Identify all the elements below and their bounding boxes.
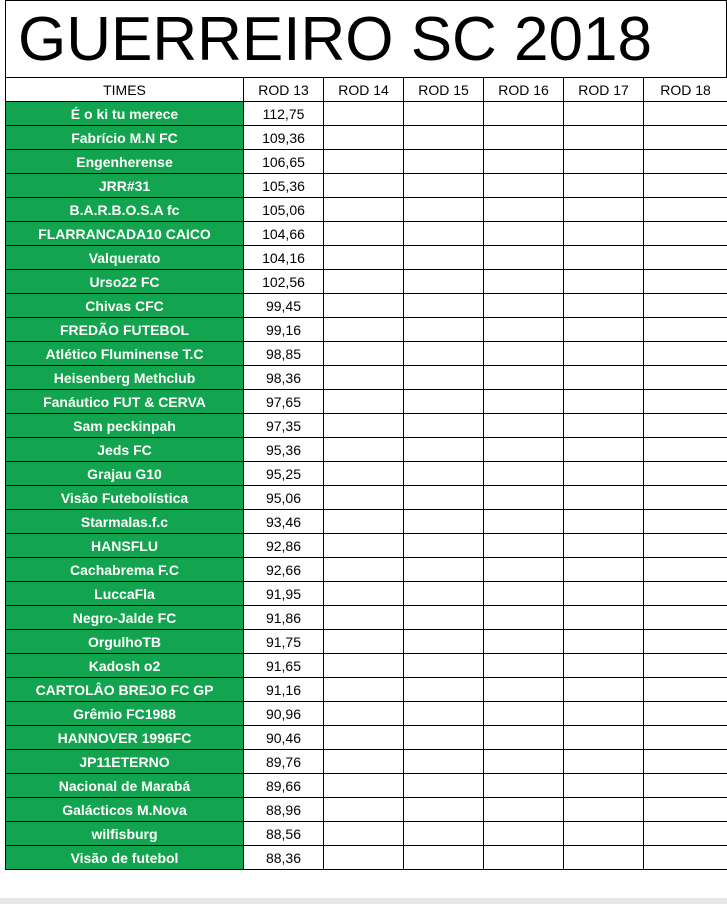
rod16-score-cell[interactable] [484,150,564,174]
rod14-score-cell[interactable] [324,318,404,342]
team-name-cell[interactable]: HANNOVER 1996FC [6,726,244,750]
rod17-score-cell[interactable] [564,534,644,558]
rod13-score-cell[interactable]: 97,35 [244,414,324,438]
table-row [6,726,727,750]
rod18-score-cell[interactable] [644,606,727,630]
rod13-score-cell[interactable]: 89,76 [244,750,324,774]
rod13-score-cell[interactable]: 98,85 [244,342,324,366]
rod14-score-cell[interactable] [324,582,404,606]
team-name-cell[interactable]: HANSFLU [6,534,244,558]
rod14-score-cell[interactable] [324,510,404,534]
rod18-score-cell[interactable] [644,798,727,822]
header-rod18[interactable]: ROD 18 [644,78,727,102]
rod14-score-cell[interactable] [324,846,404,870]
rod17-score-cell[interactable] [564,318,644,342]
rod18-score-cell[interactable] [644,750,727,774]
table-row [6,678,727,702]
team-name-cell[interactable]: Cachabrema F.C [6,558,244,582]
rod18-score-cell[interactable] [644,342,727,366]
header-times[interactable]: TIMES [6,78,244,102]
header-rod13[interactable]: ROD 13 [244,78,324,102]
rod18-score-cell[interactable] [644,390,727,414]
table-row [6,534,727,558]
team-name-cell[interactable]: LuccaFla [6,582,244,606]
rod18-score-cell[interactable] [644,726,727,750]
rod17-score-cell[interactable] [564,726,644,750]
rod18-score-cell[interactable] [644,126,727,150]
rod15-score-cell[interactable] [404,726,484,750]
rod14-score-cell[interactable] [324,534,404,558]
rod15-score-cell[interactable] [404,318,484,342]
rod14-score-cell[interactable] [324,678,404,702]
rod16-score-cell[interactable] [484,654,564,678]
team-name-cell[interactable]: OrgulhoTB [6,630,244,654]
rod13-score-cell[interactable]: 98,36 [244,366,324,390]
rod17-score-cell[interactable] [564,294,644,318]
rod13-score-cell[interactable]: 91,86 [244,606,324,630]
rod15-score-cell[interactable] [404,822,484,846]
team-name-cell[interactable]: FREDÃO FUTEBOL [6,318,244,342]
rod17-score-cell[interactable] [564,414,644,438]
rod15-score-cell[interactable] [404,126,484,150]
rod15-score-cell[interactable] [404,654,484,678]
rod13-score-cell[interactable]: 92,86 [244,534,324,558]
table-row [6,630,727,654]
rod15-score-cell[interactable] [404,414,484,438]
rod15-score-cell[interactable] [404,174,484,198]
header-rod16[interactable]: ROD 16 [484,78,564,102]
rod16-score-cell[interactable] [484,366,564,390]
rod16-score-cell[interactable] [484,558,564,582]
rod17-score-cell[interactable] [564,510,644,534]
rod18-score-cell[interactable] [644,150,727,174]
rod13-score-cell[interactable]: 112,75 [244,102,324,126]
rod18-score-cell[interactable] [644,630,727,654]
rod17-score-cell[interactable] [564,174,644,198]
rod18-score-cell[interactable] [644,294,727,318]
rod13-score-cell[interactable]: 91,16 [244,678,324,702]
team-name-cell[interactable]: Galácticos M.Nova [6,798,244,822]
rod15-score-cell[interactable] [404,198,484,222]
table-row [6,390,727,414]
table-row [6,414,727,438]
rod18-score-cell[interactable] [644,102,727,126]
rod17-score-cell[interactable] [564,270,644,294]
rod15-score-cell[interactable] [404,582,484,606]
table-row [6,342,727,366]
team-name-cell[interactable]: Heisenberg Methclub [6,366,244,390]
rod15-score-cell[interactable] [404,558,484,582]
rod16-score-cell[interactable] [484,270,564,294]
rod14-score-cell[interactable] [324,438,404,462]
rod17-score-cell[interactable] [564,798,644,822]
rod15-score-cell[interactable] [404,462,484,486]
rod13-score-cell[interactable]: 104,16 [244,246,324,270]
rod14-score-cell[interactable] [324,774,404,798]
rod17-score-cell[interactable] [564,462,644,486]
rod16-score-cell[interactable] [484,246,564,270]
rod15-score-cell[interactable] [404,150,484,174]
rod15-score-cell[interactable] [404,606,484,630]
rod16-score-cell[interactable] [484,702,564,726]
rod16-score-cell[interactable] [484,678,564,702]
rod13-score-cell[interactable]: 90,46 [244,726,324,750]
header-rod17[interactable]: ROD 17 [564,78,644,102]
rod18-score-cell[interactable] [644,510,727,534]
table-row [6,222,727,246]
rod13-score-cell[interactable]: 88,96 [244,798,324,822]
rod16-score-cell[interactable] [484,318,564,342]
team-name-cell[interactable]: wilfisburg [6,822,244,846]
rod17-score-cell[interactable] [564,582,644,606]
rod15-score-cell[interactable] [404,678,484,702]
rod15-score-cell[interactable] [404,294,484,318]
rod14-score-cell[interactable] [324,606,404,630]
rod14-score-cell[interactable] [324,630,404,654]
table-row [6,294,727,318]
rod15-score-cell[interactable] [404,246,484,270]
rod18-score-cell[interactable] [644,678,727,702]
rod18-score-cell[interactable] [644,486,727,510]
rod17-score-cell[interactable] [564,606,644,630]
rod17-score-cell[interactable] [564,366,644,390]
rod16-score-cell[interactable] [484,726,564,750]
table-row [6,702,727,726]
team-name-cell[interactable]: Jeds FC [6,438,244,462]
table-row [6,102,727,126]
rod14-score-cell[interactable] [324,798,404,822]
rod18-score-cell[interactable] [644,174,727,198]
rod18-score-cell[interactable] [644,366,727,390]
team-name-cell[interactable]: JRR#31 [6,174,244,198]
rod16-score-cell[interactable] [484,798,564,822]
rod15-score-cell[interactable] [404,702,484,726]
team-name-cell[interactable]: É o ki tu merece [6,102,244,126]
rod14-score-cell[interactable] [324,558,404,582]
team-name-cell[interactable]: Atlético Fluminense T.C [6,342,244,366]
rod17-score-cell[interactable] [564,750,644,774]
team-name-cell[interactable]: Fanáutico FUT & CERVA [6,390,244,414]
rod16-score-cell[interactable] [484,774,564,798]
rod17-score-cell[interactable] [564,342,644,366]
rod15-score-cell[interactable] [404,270,484,294]
rod16-score-cell[interactable] [484,534,564,558]
team-name-cell[interactable]: Engenherense [6,150,244,174]
rod14-score-cell[interactable] [324,750,404,774]
rod17-score-cell[interactable] [564,678,644,702]
rod18-score-cell[interactable] [644,462,727,486]
table-row [6,750,727,774]
table-row [6,774,727,798]
table-row [6,606,727,630]
rod13-score-cell[interactable]: 105,06 [244,198,324,222]
rod18-score-cell[interactable] [644,222,727,246]
rod16-score-cell[interactable] [484,486,564,510]
rod18-score-cell[interactable] [644,822,727,846]
table-row [6,318,727,342]
rod14-score-cell[interactable] [324,174,404,198]
rod18-score-cell[interactable] [644,774,727,798]
rod15-score-cell[interactable] [404,846,484,870]
rod18-score-cell[interactable] [644,534,727,558]
rod16-score-cell[interactable] [484,846,564,870]
rod17-score-cell[interactable] [564,558,644,582]
team-name-cell[interactable]: Nacional de Marabá [6,774,244,798]
rod13-score-cell[interactable]: 99,16 [244,318,324,342]
rod17-score-cell[interactable] [564,438,644,462]
rod18-score-cell[interactable] [644,654,727,678]
team-name-cell[interactable]: FLARRANCADA10 CAICO [6,222,244,246]
rod13-score-cell[interactable]: 91,65 [244,654,324,678]
rod18-score-cell[interactable] [644,702,727,726]
rod16-score-cell[interactable] [484,630,564,654]
rod14-score-cell[interactable] [324,150,404,174]
rod18-score-cell[interactable] [644,198,727,222]
header-rod15[interactable]: ROD 15 [404,78,484,102]
table-row [6,126,727,150]
table-row [6,462,727,486]
rod17-score-cell[interactable] [564,654,644,678]
rod16-score-cell[interactable] [484,294,564,318]
rod13-score-cell[interactable]: 109,36 [244,126,324,150]
rod15-score-cell[interactable] [404,774,484,798]
table-row [6,486,727,510]
rod16-score-cell[interactable] [484,102,564,126]
team-name-cell[interactable]: Urso22 FC [6,270,244,294]
rod15-score-cell[interactable] [404,390,484,414]
standings-table [5,77,727,870]
team-name-cell[interactable]: Visão de futebol [6,846,244,870]
team-name-cell[interactable]: CARTOLÂO BREJO FC GP [6,678,244,702]
rod15-score-cell[interactable] [404,438,484,462]
rod17-score-cell[interactable] [564,126,644,150]
table-row [6,366,727,390]
rod18-score-cell[interactable] [644,558,727,582]
rod17-score-cell[interactable] [564,198,644,222]
rod14-score-cell[interactable] [324,294,404,318]
rod14-score-cell[interactable] [324,102,404,126]
rod14-score-cell[interactable] [324,198,404,222]
rod15-score-cell[interactable] [404,750,484,774]
rod14-score-cell[interactable] [324,414,404,438]
rod17-score-cell[interactable] [564,486,644,510]
rod16-score-cell[interactable] [484,582,564,606]
rod14-score-cell[interactable] [324,342,404,366]
rod15-score-cell[interactable] [404,630,484,654]
spreadsheet [5,0,727,870]
rod16-score-cell[interactable] [484,822,564,846]
table-row [6,246,727,270]
rod13-score-cell[interactable]: 91,95 [244,582,324,606]
header-row [6,78,727,102]
rod16-score-cell[interactable] [484,750,564,774]
rod13-score-cell[interactable]: 95,36 [244,438,324,462]
rod17-score-cell[interactable] [564,846,644,870]
rod14-score-cell[interactable] [324,726,404,750]
team-name-cell[interactable]: Grajau G10 [6,462,244,486]
table-row [6,822,727,846]
rod13-score-cell[interactable]: 91,75 [244,630,324,654]
rod13-score-cell[interactable]: 95,06 [244,486,324,510]
rod18-score-cell[interactable] [644,582,727,606]
table-row [6,558,727,582]
table-row [6,510,727,534]
rod14-score-cell[interactable] [324,486,404,510]
rod14-score-cell[interactable] [324,246,404,270]
rod16-score-cell[interactable] [484,222,564,246]
team-name-cell[interactable]: Starmalas.f.c [6,510,244,534]
table-row [6,150,727,174]
rod16-score-cell[interactable] [484,606,564,630]
team-name-cell[interactable]: Grêmio FC1988 [6,702,244,726]
rod13-score-cell[interactable]: 88,56 [244,822,324,846]
header-rod14[interactable]: ROD 14 [324,78,404,102]
rod13-score-cell[interactable]: 93,46 [244,510,324,534]
team-name-cell[interactable]: Valquerato [6,246,244,270]
rod17-score-cell[interactable] [564,774,644,798]
rod14-score-cell[interactable] [324,222,404,246]
team-name-cell[interactable]: Negro-Jalde FC [6,606,244,630]
team-name-cell[interactable]: B.A.R.B.O.S.A fc [6,198,244,222]
team-name-cell[interactable]: Chivas CFC [6,294,244,318]
rod15-score-cell[interactable] [404,366,484,390]
table-row [6,270,727,294]
rod17-score-cell[interactable] [564,246,644,270]
rod17-score-cell[interactable] [564,150,644,174]
sheet-title: GUERREIRO SC 2018 [5,0,727,77]
rod16-score-cell[interactable] [484,414,564,438]
rod16-score-cell[interactable] [484,438,564,462]
rod13-score-cell[interactable]: 99,45 [244,294,324,318]
rod13-score-cell[interactable]: 102,56 [244,270,324,294]
team-name-cell[interactable]: Visão Futebolística [6,486,244,510]
rod16-score-cell[interactable] [484,174,564,198]
table-row [6,582,727,606]
rod15-score-cell[interactable] [404,798,484,822]
rod15-score-cell[interactable] [404,486,484,510]
team-name-cell[interactable]: Kadosh o2 [6,654,244,678]
rod18-score-cell[interactable] [644,246,727,270]
team-name-cell[interactable]: Fabrício M.N FC [6,126,244,150]
team-name-cell[interactable]: JP11ETERNO [6,750,244,774]
rod13-score-cell[interactable]: 90,96 [244,702,324,726]
rod13-score-cell[interactable]: 104,66 [244,222,324,246]
rod18-score-cell[interactable] [644,438,727,462]
table-row [6,174,727,198]
rod16-score-cell[interactable] [484,510,564,534]
rod16-score-cell[interactable] [484,342,564,366]
rod14-score-cell[interactable] [324,822,404,846]
rod13-score-cell[interactable]: 92,66 [244,558,324,582]
rod16-score-cell[interactable] [484,198,564,222]
rod16-score-cell[interactable] [484,126,564,150]
rod18-score-cell[interactable] [644,846,727,870]
team-name-cell[interactable]: Sam peckinpah [6,414,244,438]
rod18-score-cell[interactable] [644,270,727,294]
rod14-score-cell[interactable] [324,654,404,678]
rod15-score-cell[interactable] [404,534,484,558]
rod14-score-cell[interactable] [324,462,404,486]
rod13-score-cell[interactable]: 97,65 [244,390,324,414]
table-row [6,846,727,870]
table-row [6,654,727,678]
rod15-score-cell[interactable] [404,222,484,246]
table-row [6,198,727,222]
rod14-score-cell[interactable] [324,366,404,390]
rod17-score-cell[interactable] [564,222,644,246]
table-body [6,102,727,870]
rod13-score-cell[interactable]: 89,66 [244,774,324,798]
rod18-score-cell[interactable] [644,318,727,342]
rod17-score-cell[interactable] [564,822,644,846]
rod17-score-cell[interactable] [564,630,644,654]
rod16-score-cell[interactable] [484,390,564,414]
rod16-score-cell[interactable] [484,462,564,486]
rod13-score-cell[interactable]: 106,65 [244,150,324,174]
rod17-score-cell[interactable] [564,102,644,126]
rod13-score-cell[interactable]: 95,25 [244,462,324,486]
rod14-score-cell[interactable] [324,126,404,150]
rod14-score-cell[interactable] [324,702,404,726]
rod14-score-cell[interactable] [324,390,404,414]
table-row [6,438,727,462]
rod13-score-cell[interactable]: 88,36 [244,846,324,870]
rod15-score-cell[interactable] [404,510,484,534]
rod15-score-cell[interactable] [404,102,484,126]
rod15-score-cell[interactable] [404,342,484,366]
table-row [6,798,727,822]
rod13-score-cell[interactable]: 105,36 [244,174,324,198]
rod14-score-cell[interactable] [324,270,404,294]
rod18-score-cell[interactable] [644,414,727,438]
rod17-score-cell[interactable] [564,702,644,726]
sheet-tab-strip [0,898,727,904]
rod17-score-cell[interactable] [564,390,644,414]
